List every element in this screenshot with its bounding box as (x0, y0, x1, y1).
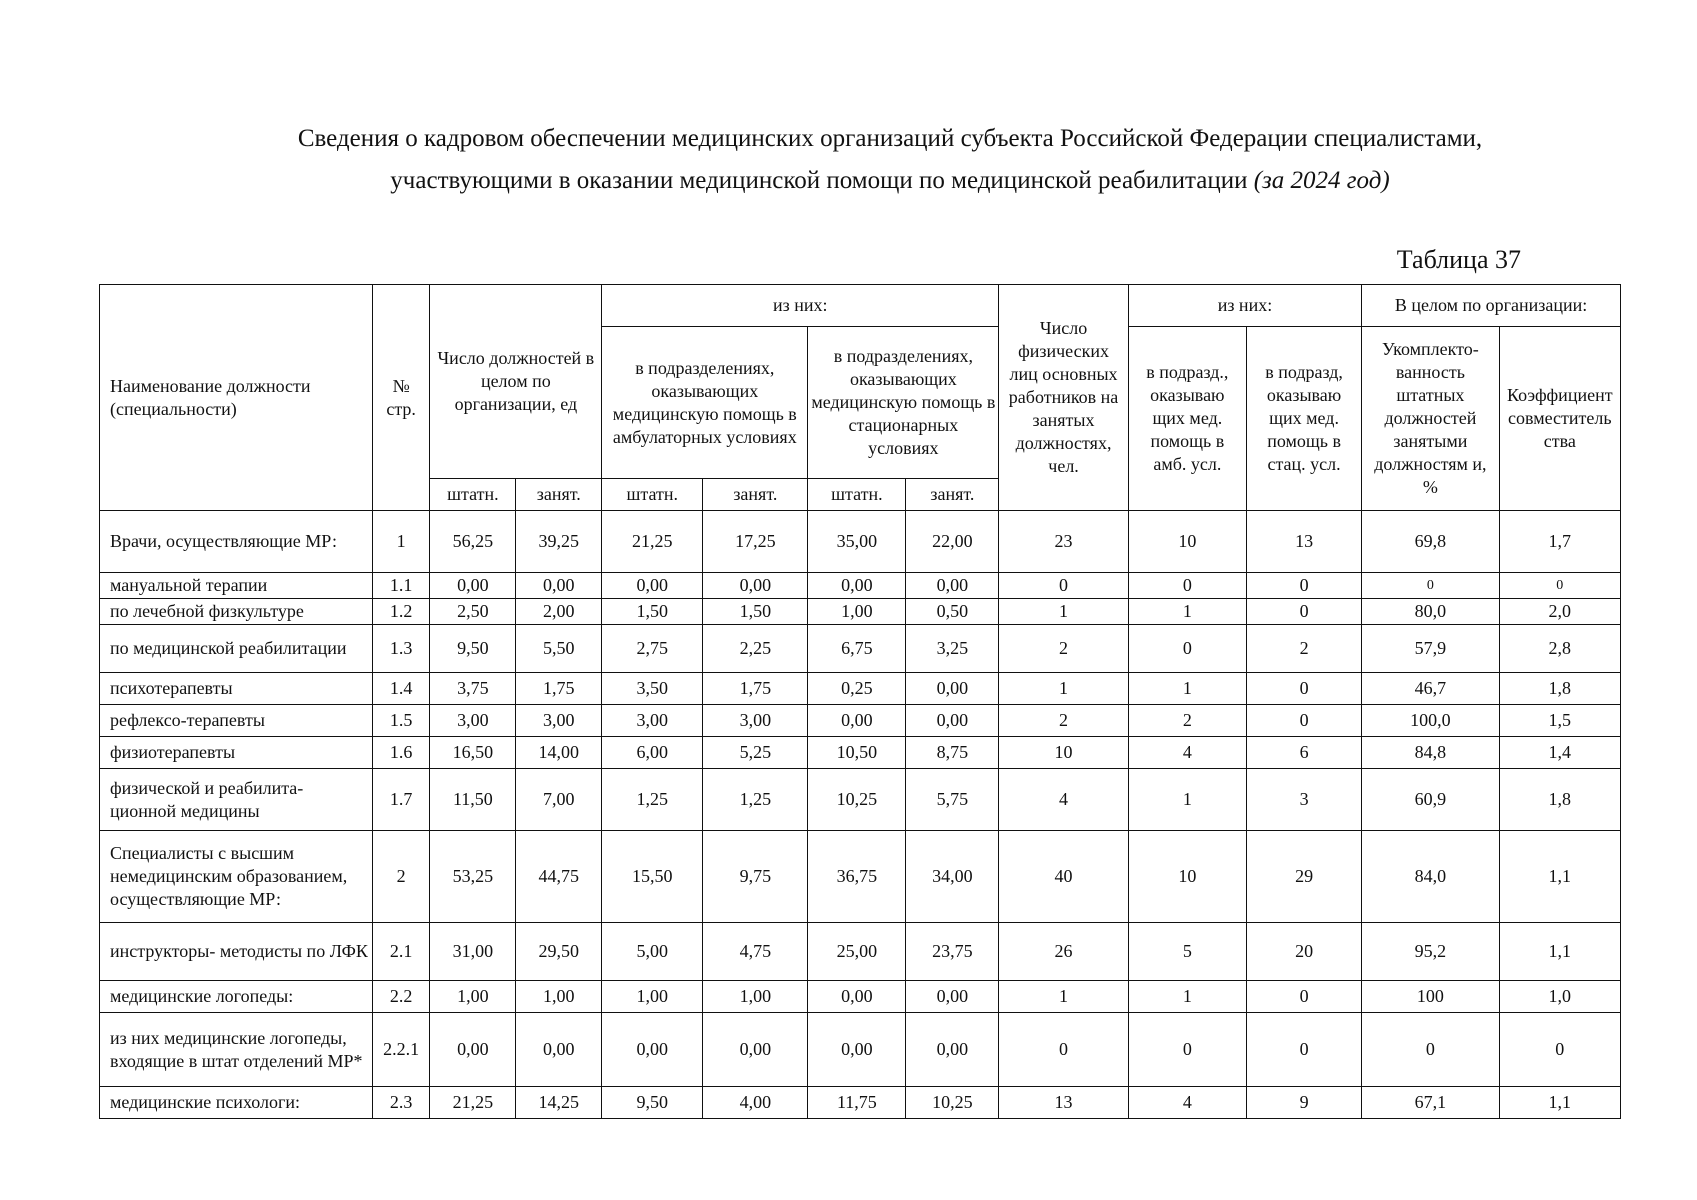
table-row (100, 831, 1621, 923)
row-value-1: 16,50 (430, 737, 516, 769)
row-value-7: 2 (999, 625, 1128, 673)
row-value-9: 0 (1246, 705, 1361, 737)
row-value-5: 35,00 (808, 511, 906, 573)
table-row (100, 705, 1621, 737)
row-value-10: 46,7 (1362, 673, 1499, 705)
row-value-5: 10,50 (808, 737, 906, 769)
row-value-8: 2 (1128, 705, 1246, 737)
row-value-10: 84,0 (1362, 831, 1499, 923)
row-value-10: 67,1 (1362, 1087, 1499, 1119)
row-value-6: 34,00 (906, 831, 999, 923)
row-value-10: 100,0 (1362, 705, 1499, 737)
row-value-3: 5,00 (602, 923, 703, 981)
row-number: 2 (372, 831, 430, 923)
row-value-9: 6 (1246, 737, 1361, 769)
table-row (100, 769, 1621, 831)
row-value-8: 1 (1128, 599, 1246, 625)
row-name: Специалисты с высшим немедицинским образованием, осуществляющие МР: (100, 831, 373, 923)
row-value-7: 13 (999, 1087, 1128, 1119)
row-value-8: 4 (1128, 737, 1246, 769)
row-value-2: 29,50 (516, 923, 602, 981)
row-value-5: 0,00 (808, 981, 906, 1013)
row-value-5: 6,75 (808, 625, 906, 673)
table-row (100, 673, 1621, 705)
row-value-5: 1,00 (808, 599, 906, 625)
header-coef: Коэффициент совместитель ства (1499, 327, 1620, 511)
row-value-2: 2,00 (516, 599, 602, 625)
row-value-4: 3,00 (703, 705, 808, 737)
row-value-1: 0,00 (430, 1013, 516, 1087)
row-value-11: 1,0 (1499, 981, 1620, 1013)
row-value-9: 3 (1246, 769, 1361, 831)
row-number: 1.3 (372, 625, 430, 673)
row-value-3: 1,00 (602, 981, 703, 1013)
row-value-3: 2,75 (602, 625, 703, 673)
row-number: 2.2 (372, 981, 430, 1013)
row-value-2: 5,50 (516, 625, 602, 673)
header-phys-amb: в подразд., оказываю щих мед. помощь в амб. усл. (1128, 327, 1246, 511)
row-value-10: 0 (1362, 573, 1499, 599)
row-value-9: 0 (1246, 573, 1361, 599)
row-number: 1.2 (372, 599, 430, 625)
table-row (100, 737, 1621, 769)
row-value-3: 9,50 (602, 1087, 703, 1119)
row-number: 1.1 (372, 573, 430, 599)
row-value-7: 2 (999, 705, 1128, 737)
row-value-10: 84,8 (1362, 737, 1499, 769)
row-value-10: 80,0 (1362, 599, 1499, 625)
row-name: инструкторы- методисты по ЛФК (100, 923, 373, 981)
row-value-3: 1,50 (602, 599, 703, 625)
row-value-9: 0 (1246, 981, 1361, 1013)
row-value-10: 95,2 (1362, 923, 1499, 981)
row-number: 2.3 (372, 1087, 430, 1119)
header-total-zanyat: занят. (516, 479, 602, 511)
header-amb-zanyat: занят. (703, 479, 808, 511)
row-value-2: 39,25 (516, 511, 602, 573)
row-value-3: 0,00 (602, 573, 703, 599)
row-value-2: 0,00 (516, 573, 602, 599)
row-value-7: 1 (999, 599, 1128, 625)
row-value-1: 11,50 (430, 769, 516, 831)
row-value-11: 1,7 (1499, 511, 1620, 573)
row-value-5: 11,75 (808, 1087, 906, 1119)
row-value-11: 2,8 (1499, 625, 1620, 673)
header-overall: В целом по организации: (1362, 285, 1621, 327)
table-row (100, 511, 1621, 573)
row-value-7: 0 (999, 573, 1128, 599)
row-value-4: 1,25 (703, 769, 808, 831)
row-value-7: 4 (999, 769, 1128, 831)
row-value-8: 0 (1128, 573, 1246, 599)
row-value-11: 1,8 (1499, 769, 1620, 831)
row-value-7: 0 (999, 1013, 1128, 1087)
row-value-6: 3,25 (906, 625, 999, 673)
row-name: психотерапевты (100, 673, 373, 705)
row-value-11: 1,1 (1499, 1087, 1620, 1119)
row-value-6: 0,00 (906, 981, 999, 1013)
table-body (100, 511, 1621, 1119)
row-value-9: 2 (1246, 625, 1361, 673)
title-line-1: Сведения о кадровом обеспечении медицинских организаций субъекта Российской Федерации специалистами, (297, 125, 1483, 152)
row-value-8: 1 (1128, 673, 1246, 705)
table-row (100, 625, 1621, 673)
row-value-3: 15,50 (602, 831, 703, 923)
row-value-5: 0,00 (808, 573, 906, 599)
row-value-6: 22,00 (906, 511, 999, 573)
row-value-5: 10,25 (808, 769, 906, 831)
row-value-1: 3,75 (430, 673, 516, 705)
row-value-2: 7,00 (516, 769, 602, 831)
row-name: рефлексо-терапевты (100, 705, 373, 737)
row-value-4: 9,75 (703, 831, 808, 923)
row-value-6: 0,00 (906, 673, 999, 705)
header-stac-zanyat: занят. (906, 479, 999, 511)
row-value-11: 1,5 (1499, 705, 1620, 737)
row-value-3: 3,00 (602, 705, 703, 737)
row-value-3: 6,00 (602, 737, 703, 769)
row-value-6: 0,00 (906, 705, 999, 737)
row-value-8: 0 (1128, 625, 1246, 673)
row-value-6: 10,25 (906, 1087, 999, 1119)
row-value-2: 3,00 (516, 705, 602, 737)
row-number: 1 (372, 511, 430, 573)
row-value-1: 0,00 (430, 573, 516, 599)
row-value-8: 10 (1128, 831, 1246, 923)
title-year: (за 2024 год) (1253, 167, 1390, 194)
row-value-4: 1,00 (703, 981, 808, 1013)
row-value-7: 23 (999, 511, 1128, 573)
row-value-4: 4,75 (703, 923, 808, 981)
row-name: мануальной терапии (100, 573, 373, 599)
row-value-4: 0,00 (703, 573, 808, 599)
title-line-2: участвующими в оказании медицинской помощи по медицинской реабилитации (390, 167, 1248, 194)
row-value-11: 1,8 (1499, 673, 1620, 705)
row-value-8: 10 (1128, 511, 1246, 573)
row-value-9: 13 (1246, 511, 1361, 573)
row-value-4: 4,00 (703, 1087, 808, 1119)
row-value-7: 26 (999, 923, 1128, 981)
table-row (100, 1013, 1621, 1087)
row-value-7: 1 (999, 673, 1128, 705)
row-value-5: 36,75 (808, 831, 906, 923)
header-total-positions: Число должностей в целом по организации, ед (430, 285, 602, 479)
header-stac: в подразделениях, оказывающих медицинскую помощь в стационарных условиях (808, 327, 999, 479)
table-row (100, 573, 1621, 599)
table-row (100, 923, 1621, 981)
row-number: 1.7 (372, 769, 430, 831)
row-value-10: 69,8 (1362, 511, 1499, 573)
row-value-9: 20 (1246, 923, 1361, 981)
row-value-3: 0,00 (602, 1013, 703, 1087)
header-stac-shtat: штатн. (808, 479, 906, 511)
row-value-6: 23,75 (906, 923, 999, 981)
row-value-8: 1 (1128, 769, 1246, 831)
header-num: № стр. (372, 285, 430, 511)
row-value-1: 21,25 (430, 1087, 516, 1119)
row-number: 2.2.1 (372, 1013, 430, 1087)
row-value-8: 0 (1128, 1013, 1246, 1087)
header-total-shtat: штатн. (430, 479, 516, 511)
row-name: физической и реабилита-ционной медицины (100, 769, 373, 831)
header-phys-stac: в подразд, оказываю щих мед. помощь в стац. усл. (1246, 327, 1361, 511)
row-name: физиотерапевты (100, 737, 373, 769)
row-value-6: 5,75 (906, 769, 999, 831)
header-of-them-2: из них: (1128, 285, 1361, 327)
row-value-4: 2,25 (703, 625, 808, 673)
row-value-11: 1,1 (1499, 831, 1620, 923)
row-name: по лечебной физкультуре (100, 599, 373, 625)
row-value-2: 1,75 (516, 673, 602, 705)
row-value-2: 14,00 (516, 737, 602, 769)
row-value-2: 14,25 (516, 1087, 602, 1119)
row-value-1: 3,00 (430, 705, 516, 737)
row-value-6: 0,00 (906, 1013, 999, 1087)
row-value-4: 1,50 (703, 599, 808, 625)
row-value-7: 10 (999, 737, 1128, 769)
row-value-6: 0,00 (906, 573, 999, 599)
row-value-4: 17,25 (703, 511, 808, 573)
row-value-1: 31,00 (430, 923, 516, 981)
row-value-5: 0,00 (808, 1013, 906, 1087)
header-name: Наименование должности (специальности) (100, 285, 373, 511)
row-value-10: 0 (1362, 1013, 1499, 1087)
row-value-3: 1,25 (602, 769, 703, 831)
header-physical: Число физических лиц основных работников на занятых должностях, чел. (999, 285, 1128, 511)
row-value-7: 1 (999, 981, 1128, 1013)
row-value-11: 0 (1499, 573, 1620, 599)
row-value-9: 29 (1246, 831, 1361, 923)
row-value-4: 0,00 (703, 1013, 808, 1087)
row-value-4: 5,25 (703, 737, 808, 769)
row-value-5: 0,25 (808, 673, 906, 705)
row-value-4: 1,75 (703, 673, 808, 705)
row-name: медицинские психологи: (100, 1087, 373, 1119)
table-row (100, 599, 1621, 625)
header-of-them-1: из них: (602, 285, 999, 327)
header-staffing: Укомплекто-ванность штатных должностей занятыми должностям и, % (1362, 327, 1499, 511)
row-name: по медицинской реабилитации (100, 625, 373, 673)
row-value-8: 5 (1128, 923, 1246, 981)
row-number: 2.1 (372, 923, 430, 981)
row-value-11: 1,1 (1499, 923, 1620, 981)
document-title (100, 118, 1680, 202)
row-number: 1.4 (372, 673, 430, 705)
row-value-5: 0,00 (808, 705, 906, 737)
row-value-9: 0 (1246, 673, 1361, 705)
row-value-11: 2,0 (1499, 599, 1620, 625)
row-value-1: 2,50 (430, 599, 516, 625)
row-value-10: 57,9 (1362, 625, 1499, 673)
table-row (100, 1087, 1621, 1119)
row-value-1: 56,25 (430, 511, 516, 573)
row-value-3: 21,25 (602, 511, 703, 573)
table-number: Таблица 37 (1396, 245, 1521, 274)
row-value-1: 53,25 (430, 831, 516, 923)
row-value-1: 9,50 (430, 625, 516, 673)
row-value-11: 1,4 (1499, 737, 1620, 769)
row-value-9: 0 (1246, 1013, 1361, 1087)
row-value-9: 9 (1246, 1087, 1361, 1119)
row-value-3: 3,50 (602, 673, 703, 705)
row-value-7: 40 (999, 831, 1128, 923)
row-value-10: 100 (1362, 981, 1499, 1013)
row-name: из них медицинские логопеды, входящие в штат отделений МР* (100, 1013, 373, 1087)
row-number: 1.5 (372, 705, 430, 737)
row-value-8: 4 (1128, 1087, 1246, 1119)
row-value-8: 1 (1128, 981, 1246, 1013)
row-name: Врачи, осуществляющие МР: (100, 511, 373, 573)
row-value-9: 0 (1246, 599, 1361, 625)
row-name: медицинские логопеды: (100, 981, 373, 1013)
row-value-1: 1,00 (430, 981, 516, 1013)
table-row (100, 981, 1621, 1013)
row-value-2: 1,00 (516, 981, 602, 1013)
row-number: 1.6 (372, 737, 430, 769)
row-value-10: 60,9 (1362, 769, 1499, 831)
row-value-2: 0,00 (516, 1013, 602, 1087)
staffing-table (99, 284, 1621, 1119)
row-value-2: 44,75 (516, 831, 602, 923)
row-value-6: 8,75 (906, 737, 999, 769)
header-amb: в подразделениях, оказывающих медицинскую помощь в амбулаторных условиях (602, 327, 808, 479)
header-amb-shtat: штатн. (602, 479, 703, 511)
row-value-6: 0,50 (906, 599, 999, 625)
row-value-5: 25,00 (808, 923, 906, 981)
row-value-11: 0 (1499, 1013, 1620, 1087)
